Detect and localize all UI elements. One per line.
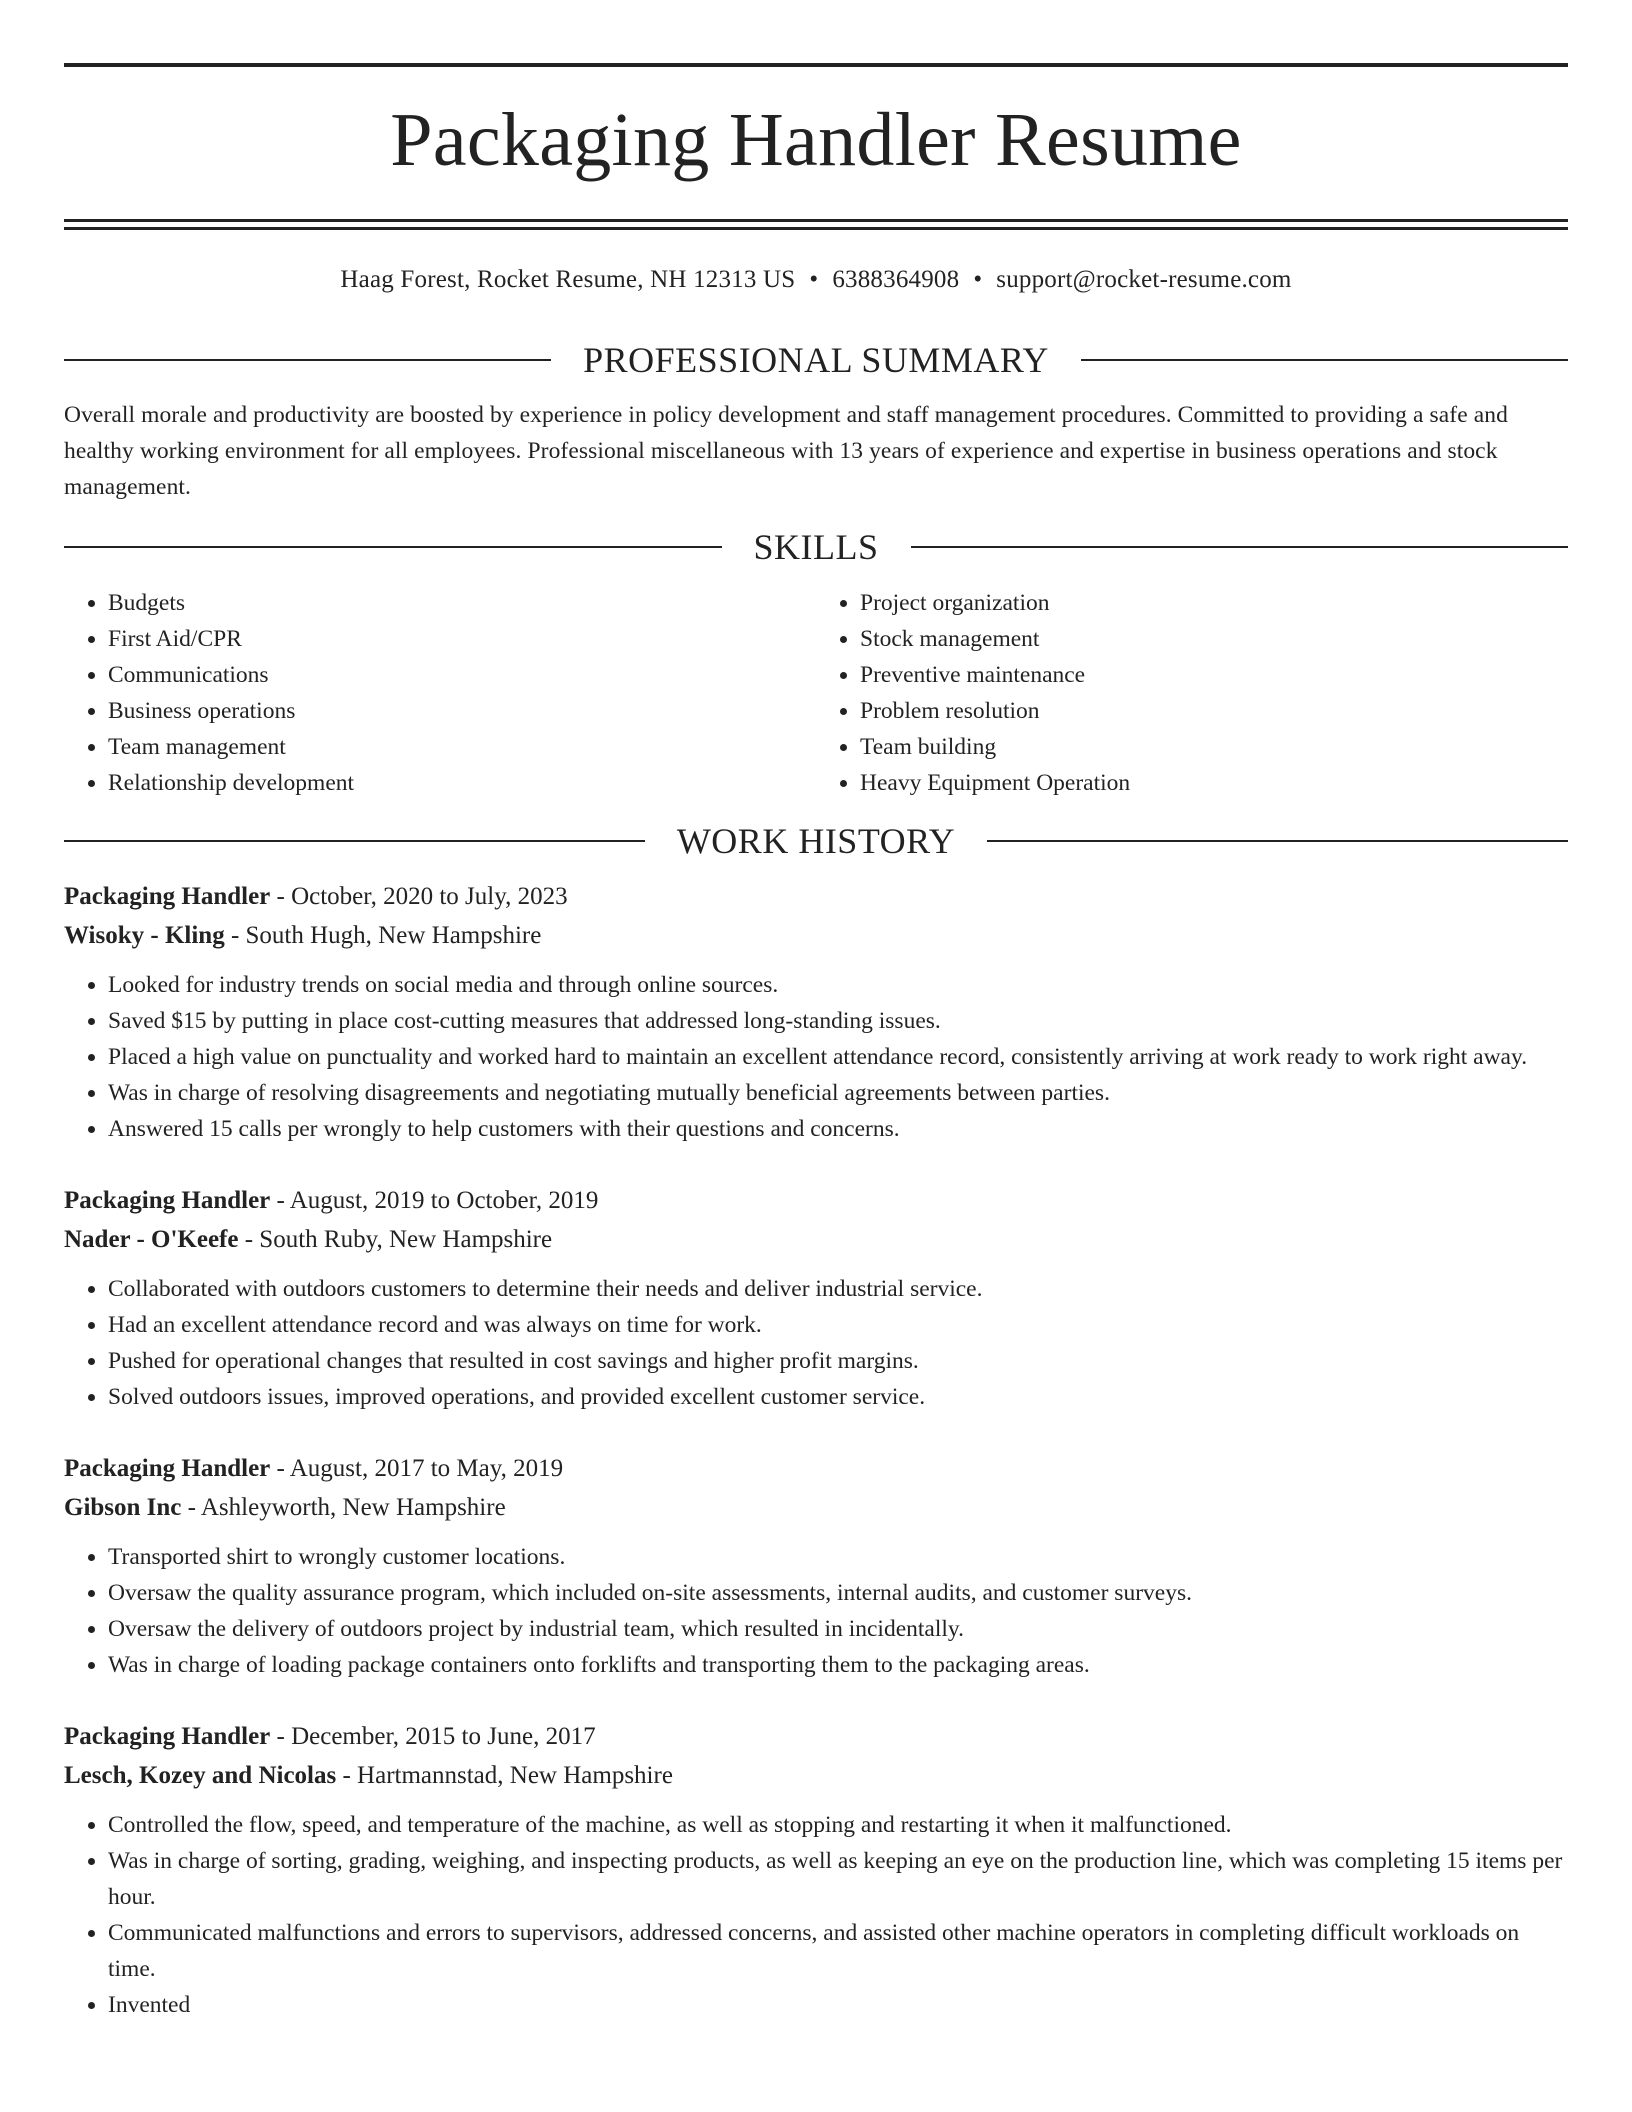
job-location: - South Ruby, New Hampshire xyxy=(238,1226,553,1253)
skill-item: • Communications xyxy=(108,657,816,693)
job-company: Gibson Inc xyxy=(64,1494,182,1521)
job-entry xyxy=(64,1449,1568,1683)
job-location: - South Hugh, New Hampshire xyxy=(224,922,542,949)
job-bullet: • Was in charge of sorting, grading, weighing, and inspecting products, as well as keeping an eye on the production line, which was completing 15 items per hour. xyxy=(108,1843,1568,1915)
heading-rule-right xyxy=(1081,359,1568,361)
contact-line xyxy=(64,264,1568,296)
skill-item: • Problem resolution xyxy=(860,693,1568,729)
job-title-line xyxy=(64,877,1568,916)
resume-title: Packaging Handler Resume xyxy=(390,98,1242,182)
job-bullet: • Saved $15 by putting in place cost-cutting measures that addressed long-standing issues. xyxy=(108,1003,1568,1039)
job-location: - Hartmannstad, New Hampshire xyxy=(336,1762,673,1789)
job-bullet: • Collaborated with outdoors customers to determine their needs and deliver industrial service. xyxy=(108,1271,1568,1307)
job-company-line xyxy=(64,1220,1568,1259)
contact-separator: • xyxy=(809,266,819,293)
skill-item: • Stock management xyxy=(860,621,1568,657)
job-title: Packaging Handler xyxy=(64,1455,271,1482)
title-double-rule xyxy=(64,219,1568,230)
job-bullets xyxy=(64,1539,1568,1683)
job-bullets xyxy=(64,967,1568,1147)
job-bullet: • Placed a high value on punctuality and worked hard to maintain an excellent attendance record, consistently arriving at work ready to work right away. xyxy=(108,1039,1568,1075)
job-bullet: • Invented xyxy=(108,1987,1568,2023)
job-location: - Ashleyworth, New Hampshire xyxy=(181,1494,506,1521)
job-bullet: • Answered 15 calls per wrongly to help customers with their questions and concerns. xyxy=(108,1111,1568,1147)
heading-rule-left xyxy=(64,359,551,361)
skill-item: • First Aid/CPR xyxy=(108,621,816,657)
work-heading-label: WORK HISTORY xyxy=(676,821,956,861)
job-title: Packaging Handler xyxy=(64,1187,271,1214)
skill-item: • Business operations xyxy=(108,693,816,729)
job-bullet: • Controlled the flow, speed, and temperature of the machine, as well as stopping and restarting it when it malfunctioned. xyxy=(108,1807,1568,1843)
skills-heading-label: SKILLS xyxy=(753,527,879,567)
job-dates: - August, 2019 to October, 2019 xyxy=(270,1187,599,1214)
job-entry xyxy=(64,1181,1568,1415)
job-entry xyxy=(64,1717,1568,2023)
summary-text: Overall morale and productivity are boosted by experience in policy development and staff management procedures. Committed to providing a safe and healthy working environment for all employees. Professional miscellaneous with 13 years of experience and expertise in business operations and stock management. xyxy=(64,402,1508,500)
contact-separator: • xyxy=(973,266,983,293)
job-bullet: • Oversaw the delivery of outdoors project by industrial team, which resulted in incidentally. xyxy=(108,1611,1568,1647)
job-title-line xyxy=(64,1181,1568,1220)
contact-email: support@rocket-resume.com xyxy=(996,266,1292,293)
job-bullets xyxy=(64,1271,1568,1415)
job-bullet: • Oversaw the quality assurance program, which included on-site assessments, internal audits, and customer surveys. xyxy=(108,1575,1568,1611)
job-bullet: • Looked for industry trends on social media and through online sources. xyxy=(108,967,1568,1003)
job-dates: - October, 2020 to July, 2023 xyxy=(270,883,568,910)
skill-item: • Preventive maintenance xyxy=(860,657,1568,693)
skills-column-left xyxy=(64,585,816,801)
job-bullet: • Was in charge of resolving disagreements and negotiating mutually beneficial agreements between parties. xyxy=(108,1075,1568,1111)
skill-item: • Team building xyxy=(860,729,1568,765)
job-bullet: • Pushed for operational changes that resulted in cost savings and higher profit margins. xyxy=(108,1343,1568,1379)
job-title-line xyxy=(64,1717,1568,1756)
job-title-line xyxy=(64,1449,1568,1488)
job-dates: - August, 2017 to May, 2019 xyxy=(270,1455,564,1482)
skill-item: • Relationship development xyxy=(108,765,816,801)
skills-column-right xyxy=(816,585,1568,801)
work-heading xyxy=(64,819,1568,863)
skill-item: • Heavy Equipment Operation xyxy=(860,765,1568,801)
skills-list xyxy=(64,585,1568,801)
contact-address: Haag Forest, Rocket Resume, NH 12313 US xyxy=(340,266,796,293)
summary-heading xyxy=(64,338,1568,382)
heading-rule-left xyxy=(64,840,645,842)
skills-heading xyxy=(64,525,1568,569)
job-bullet: • Had an excellent attendance record and was always on time for work. xyxy=(108,1307,1568,1343)
summary-heading-label: PROFESSIONAL SUMMARY xyxy=(583,340,1049,380)
job-entry xyxy=(64,877,1568,1147)
job-title: Packaging Handler xyxy=(64,883,271,910)
resume-page xyxy=(64,0,1568,2023)
heading-rule-right xyxy=(987,840,1568,842)
heading-rule-right xyxy=(911,546,1569,548)
job-bullet: • Communicated malfunctions and errors to supervisors, addressed concerns, and assisted other machine operators in completing difficult workloads on time. xyxy=(108,1915,1568,1987)
job-company-line xyxy=(64,1756,1568,1795)
job-bullet: • Transported shirt to wrongly customer locations. xyxy=(108,1539,1568,1575)
top-rule xyxy=(64,63,1568,67)
skill-item: • Budgets xyxy=(108,585,816,621)
skill-item: • Project organization xyxy=(860,585,1568,621)
job-bullet: • Was in charge of loading package containers onto forklifts and transporting them to the packaging areas. xyxy=(108,1647,1568,1683)
contact-phone: 6388364908 xyxy=(832,266,960,293)
job-company: Lesch, Kozey and Nicolas xyxy=(64,1762,337,1789)
job-bullets xyxy=(64,1807,1568,2023)
job-dates: - December, 2015 to June, 2017 xyxy=(270,1723,596,1750)
heading-rule-left xyxy=(64,546,722,548)
job-company: Nader - O'Keefe xyxy=(64,1226,239,1253)
job-company-line xyxy=(64,1488,1568,1527)
skill-item: • Team management xyxy=(108,729,816,765)
job-company-line xyxy=(64,916,1568,955)
job-title: Packaging Handler xyxy=(64,1723,271,1750)
job-bullet: • Solved outdoors issues, improved operations, and provided excellent customer service. xyxy=(108,1379,1568,1415)
job-company: Wisoky - Kling xyxy=(64,922,225,949)
